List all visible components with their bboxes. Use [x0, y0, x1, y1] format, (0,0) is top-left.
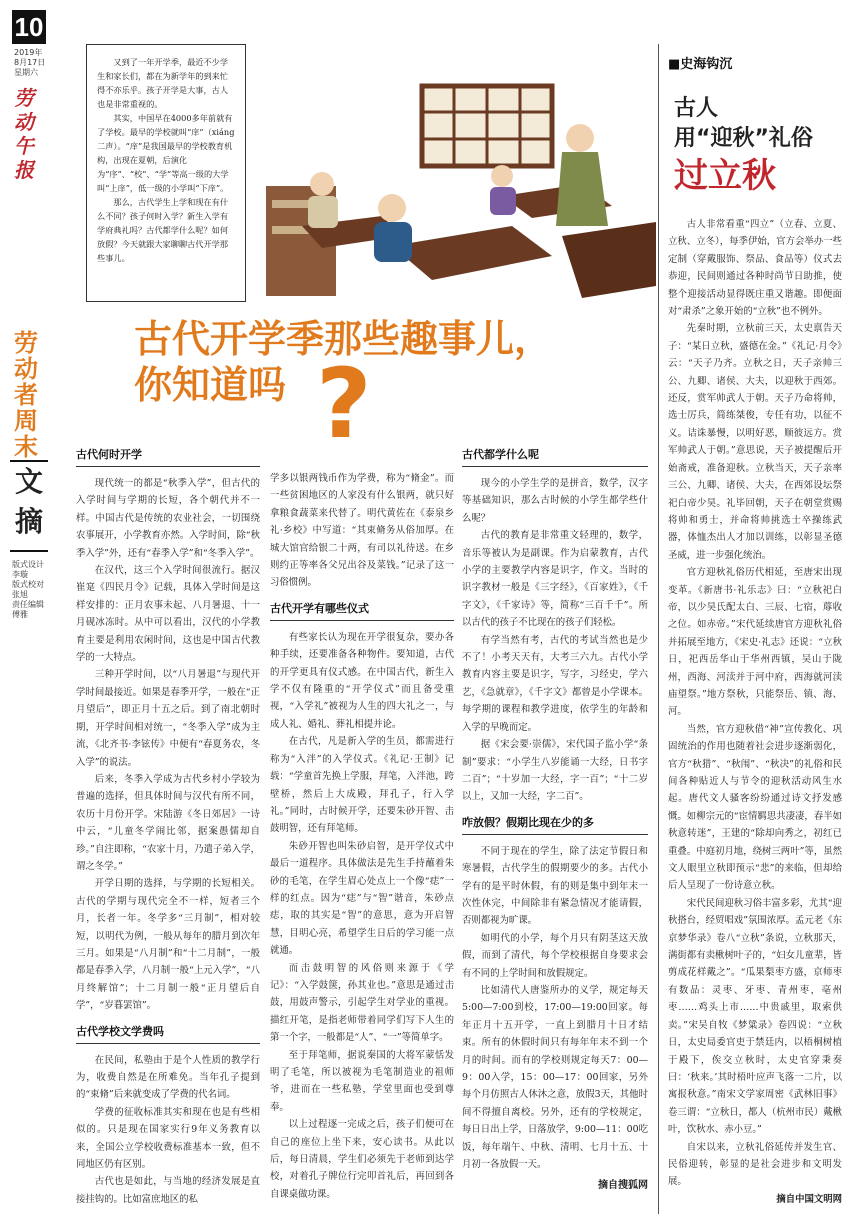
section-heading: 古代开学有哪些仪式 — [270, 602, 454, 621]
intro-paragraph: 又到了一年开学季，最近不少学生和家长们，都在为新学年的到来忙得不亦乐乎。孩子开学是大事，古人也是非常重视的。 — [97, 57, 229, 109]
body-paragraph: 以上过程逐一完成之后，孩子们便可在自己的座位上坐下来，安心读书。从此以后，每日清晨，学生们必须先于老师到达学校，对着孔子牌位行完叩首礼后，再回到各自课桌做功课。 — [270, 1119, 454, 1200]
body-paragraph: 而击鼓明智的风俗则来源于《学记》：“入学鼓箧，孙其业也。”意思是通过击鼓，用鼓声警示，引起学生对学业的重视。描红开笔，是指老师带着同学们写下人生的第一个字，一般都是“人”、“一”等简单字。 — [270, 962, 454, 1044]
body-paragraph: 在民间，私塾由于是个人性质的教学行为，收费自然是在所难免。当年孔子提到的“束脩”后来就变成了学费的代名词。 — [76, 1054, 260, 1101]
body-paragraph: 当然，官方迎秋借“神”宣传教化、巩固统治的作用也随着社会进步逐渐弱化，官方“秋猎”、“秋闱”、“秋决”的礼俗和民间各种贴近人与节令的迎秋活动风生水起。唐代文人骚客纷纷通过诗文抒发感慨。如柳宗元的“宦情羁思共凄凄，春半如秋意转迷”，王建的“除却向秀之，初红已重叠。中庭初月地，绕树三两叶”等，虽然文人眼里立秋即预示“悲”的来临，但却给后人呈现了一份诗意立秋。 — [668, 723, 842, 892]
question-mark-graphic: ? — [316, 348, 372, 460]
article-column-3 — [462, 448, 648, 1195]
body-paragraph: 学费的征收标准其实和现在也是有些相似的。只是现在国家实行9年义务教育以来，全国公立学校收费标准基本一致，但不同地区仍有区别。 — [76, 1106, 260, 1171]
body-paragraph: 后来，冬季入学成为古代乡村小学较为普遍的选择，但具体时间与汉代有所不同，农历十月份开学。宋陆游《冬日郊居》一诗中云，“儿童冬学闹比邻，据案愚儒却自珍。”自注即称，“农家十月，乃遣子弟入学，谓之冬学。” — [76, 773, 260, 872]
body-paragraph: 在古代，凡是新入学的生员，都需进行称为“入泮”的入学仪式。《礼记·王制》记载：“学童首先换上学服，拜笔，入泮池，跨壁桥，然后上大成殿，拜孔子，行入学礼。”同时，古时候开学，还要朱砂开智、击鼓明智，还有拜笔师。 — [270, 736, 454, 835]
body-paragraph: 据《宋会要·崇儒》，宋代国子监小学“条制”要求：“小学生八岁能诵一大经，日书字二百”；“十岁加一大经，字一百”；“十二岁以上，又加一大经，字二百”。 — [462, 739, 648, 803]
body-paragraph: 朱砂开智也叫朱砂启智，是开学仪式中最后一道程序。具体做法是先生手持蘸着朱砂的毛笔，在学生眉心处点上一个像“痣”一样的红点。因为“痣”与“智”谐音，朱砂点痣，取的其实是“智”的意思，意为开启智慧，目明心亮，希望学生日后的学习能一点就通。 — [270, 840, 454, 957]
newspaper-logo: 劳动午报 — [14, 86, 34, 182]
credit-line: 版式校对 张旭 — [12, 580, 44, 599]
section-heading: 古代学校文学费吗 — [76, 1025, 260, 1044]
body-paragraph: 开学日期的选择，与学期的长短相关。古代的学期与现代完全不一样，短者三个月，长者一年。冬学多“三月制”，相对较短，以明代为例，一般从每年的腊月到次年三月。如果是“八月制”和“十二月制”，一般都是春季入学，八月制一般“上元入学”，“八月终解馆”；十二月制一般“正月望后自学”，“岁暮罢馆”。 — [76, 878, 260, 1012]
side-body — [668, 216, 842, 1208]
body-paragraph: 官方迎秋礼俗历代相延，至唐宋出现变革。《新唐书·礼乐志》曰：“立秋祀白帝，以少昊氏配太白、三辰、七宿，蓐收之位。如赤帝。”宋代延续唐官方迎秋礼俗并拓展至地方，《宋史·礼志》还说：“立秋日，祀西岳华山于华州西镇，吴山于陇州，西海、河渎并于河中府，西海就河渎庙望祭。”地方祭秋，只能祭岳、镇、海、河。 — [668, 567, 842, 718]
body-paragraph: 宋代民间迎秋习俗丰富多彩，尤其“迎秋搭台，经贸唱戏”氛围浓厚。孟元老《东京梦华录》卷八“立秋”条说，立秋那天，满街都有卖楸树叶子的，“妇女儿童辈，皆剪成花样戴之”。“瓜果梨枣方盛，京师枣有数品：灵枣、牙枣、青州枣，亳州枣……鸡头上市……中贵戚里，取索供卖。”宋吴自牧《梦粱录》卷四说：“立秋日，太史局委官吏于禁廷内，以梧桐树植于殿下，俟交立秋时，太史官穿秉奏曰：‘秋来。’其时梧叶应声飞落一二片，以寓报秋意。”南宋文学家周密《武林旧事》卷三谓：“立秋日，都人（杭州市民）戴楸叶，饮秋水、赤小豆。” — [668, 897, 842, 1136]
body-paragraph: 古代的教育是非常重文轻理的，数学，音乐等被认为是副课。作为启蒙教育，古代小学的主要教学内容是识字，作文。当时的识字教材一般是《三字经》，《百家姓》，《千字文》，《千家诗》等，简称“三百千千”。所以古代的孩子不比现在的孩子们轻松。 — [462, 530, 648, 629]
body-paragraph: 如明代的小学，每个月只有阴茎这天放假，而到了清代，每个学校根据自身要求会有不同的上学时间和放假规定。 — [462, 932, 648, 979]
body-paragraph: 有学当然有考，古代的考试当然也是少不了！小考天天有，大考三六九。古代小学教育内容主要是识字，写字，习经史，学六艺，《急就章》，《千字文》都曾是小学课本。每学期的课程和教学进度，依学生的年龄和入学的早晚而定。 — [462, 634, 648, 733]
body-paragraph: 不同于现在的学生，除了法定节假日和寒暑假，古代学生的假期要少的多。古代小学有的是平时休假，有的则是集中到年末一次性休完，中间除非有紧急情况才能请假，否则都视为旷课。 — [462, 845, 648, 927]
source-credit: 摘自中国文明网 — [776, 1193, 842, 1205]
body-paragraph: 在汉代，这三个入学时间很流行。据汉崔寔《四民月令》记载，具体入学时间是这样安排的：正月农事未起、八月暑退、十一月砚冰冻时。从中可以看出，汉代的小学教育主要是利用农闲时间，这也是中国古代教学的一大特点。 — [76, 565, 260, 664]
body-paragraph: 至于拜笔师，据说秦国的大将军蒙恬发明了毛笔，所以被视为毛笔制造业的祖师爷，进而在一些私塾，学堂里面也受到尊奉。 — [270, 1049, 454, 1113]
source-credit: 摘自搜狐网 — [598, 1180, 648, 1192]
article-column-1 — [76, 448, 260, 1208]
credit-line: 版式设计 李璇 — [12, 560, 44, 579]
issue-date — [14, 48, 45, 78]
page-number: 10 — [12, 10, 46, 44]
date-year: 2019年 — [14, 48, 43, 57]
section-heading: 咋放假？假期比现在少的多 — [462, 816, 648, 835]
student-figure — [490, 165, 516, 215]
intro-paragraph: 其实，中国早在4000多年前就有了学校。最早的学校就叫“庠”（xiáng二声）。“庠”是我国最早的学校教育机构，出现在夏朝，后演化为“序”、“校”、“学”等高一级的大学叫“上庠”，低一级的小学叫“下庠”。 — [97, 113, 235, 193]
intro-box — [86, 44, 246, 302]
article-column-2 — [270, 470, 454, 1203]
classroom-illustration — [262, 76, 656, 308]
intro-paragraph: 那么，古代学生上学和现在有什么不同？孩子何时入学？新生入学有学府典礼吗？古代都学什么呢？如何放假？今天就跟大家聊聊古代开学那些事儿。 — [97, 197, 229, 263]
window-frame — [422, 86, 552, 166]
main-headline — [134, 316, 614, 408]
body-paragraph: 学多以银两钱币作为学费，称为“脩金”。而一些贫困地区的人家没有什么银两，就只好拿粮食蔬菜来代替了。明代黄佐在《泰泉乡礼·乡校》中写道：“其束脩务从俗加厚。在城大馆官给银二十两，有司以礼待送。在乡则约正等率各父兄出谷及菜钱。”记录了这一习俗惯例。 — [270, 473, 454, 589]
column-divider — [658, 44, 659, 1214]
editor-credits — [12, 560, 52, 620]
headline-line: 你知道吗 — [134, 363, 287, 407]
side-title-emphasis: 过立秋 — [674, 156, 776, 196]
subsection-title: 文摘 — [10, 460, 48, 552]
side-article — [668, 56, 842, 1208]
side-title: 古人 — [674, 96, 719, 121]
headline-line: 古代开学季那些趣事儿， — [134, 317, 553, 361]
side-title: 用“迎秋”礼俗 — [674, 126, 813, 151]
body-paragraph: 古人非常看重“四立”（立春、立夏、立秋、立冬），每季伊始，官方会举办一些定制（穿戴服饰、祭品、食品等）仪式去恭迎，民间则通过各种时尚节日助推，使整个迎接活动显得既庄重又谐趣。即便面对“肃杀”之象开始的“立秋”也不例外。 — [668, 219, 842, 318]
body-paragraph: 现今的小学生学的是拼音，数学，汉字等基础知识，那么古时候的小学生都学些什么呢？ — [462, 478, 648, 524]
column-tag: ■史海钩沉 — [668, 57, 733, 72]
body-paragraph: 先秦时期，立秋前三天，太史禀告天子：“某日立秋，盛德在金。”《礼记·月令》云：“天子乃齐。立秋之日，天子亲帅三公、九卿、诸侯、大夫，以迎秋于西郊。还反，赏军帅武人于朝。天子乃命将帅，选士厉兵，简练桀俊，专任有功，以征不义。诘诛暴慢，以明好恶，顺彼远方。赏军帅武人于朝。”意思说，天子被提醒后开始斋戒，准备迎秋。立秋当天，天子亲率三公、九卿、诸侯、大夫，在西郊设坛祭祀白帝少昊。礼毕回朝，天子在朝堂赏赐将帅和勇士，并命将帅挑选士卒操练武器，体恤杰出人才加以训练，以彰显圣德圣威，进一步强化统治。 — [668, 323, 842, 561]
body-paragraph: 比如清代人唐鉴所办的义学，规定每天5:00—7:00到校，17:00—19:00回家。每年正月十五开学，一直上到腊月十日才结束。所有的休假时间只有每年年末不到一个月的时间。而有的学校则规定每天7：00—9：00入学，15：00—17：00回家，另外每个月仿照古人休沐之意，放假3天，其他时间不得擅自离校。另外，还有的学校规定，每日日出上学，日落放学，9:00—11：00吃饭，每年端午、中秋、清明、七月十五、十月初一各放假一天。 — [462, 984, 648, 1171]
date-day: 8月17日 — [14, 58, 46, 67]
body-paragraph: 有些家长认为现在开学很复杂，要办各种手续，还要准备各种物件。要知道，古代的开学更具有仪式感。在中国古代，新生入学不仅有隆重的“开学仪式”而且备受重视，“入学礼”被视为人生的四大礼之一，与成人礼、婚礼、葬礼相提并论。 — [270, 631, 454, 730]
credit-line: 责任编辑 傅雅 — [12, 600, 44, 619]
body-paragraph: 自宋以来，立秋礼俗延传并发生官、民俗迎转，彰显的是社会进步和文明发展。 — [668, 1141, 842, 1188]
section-title: 劳动者周末 — [14, 329, 38, 461]
body-paragraph: 古代也是如此，与当地的经济发展是直接挂钩的。比如富庶地区的私 — [76, 1176, 260, 1205]
section-heading: 古代何时开学 — [76, 448, 260, 467]
body-paragraph: 三种开学时间，以“八月暑退”与现代开学时间最接近。如果是春季开学，一般在“正月望后”，即正月十五之后。到了南北朝时期，开学时间相对统一，“冬季入学”成为主流，《北齐书·李铉传》中便有“春夏务农，冬入学”的说法。 — [76, 669, 260, 768]
section-heading: 古代都学什么呢 — [462, 448, 648, 467]
body-paragraph: 现代统一的都是“秋季入学”，但古代的入学时间与学期的长短，各个朝代并不一样。中国古代是传统的农业社会，一切围绕农事展开，小学教育亦然。入学时间，除“秋季入学”外，还有“春季入学”和“冬季入学”。 — [76, 478, 260, 559]
date-weekday: 星期六 — [14, 68, 38, 77]
